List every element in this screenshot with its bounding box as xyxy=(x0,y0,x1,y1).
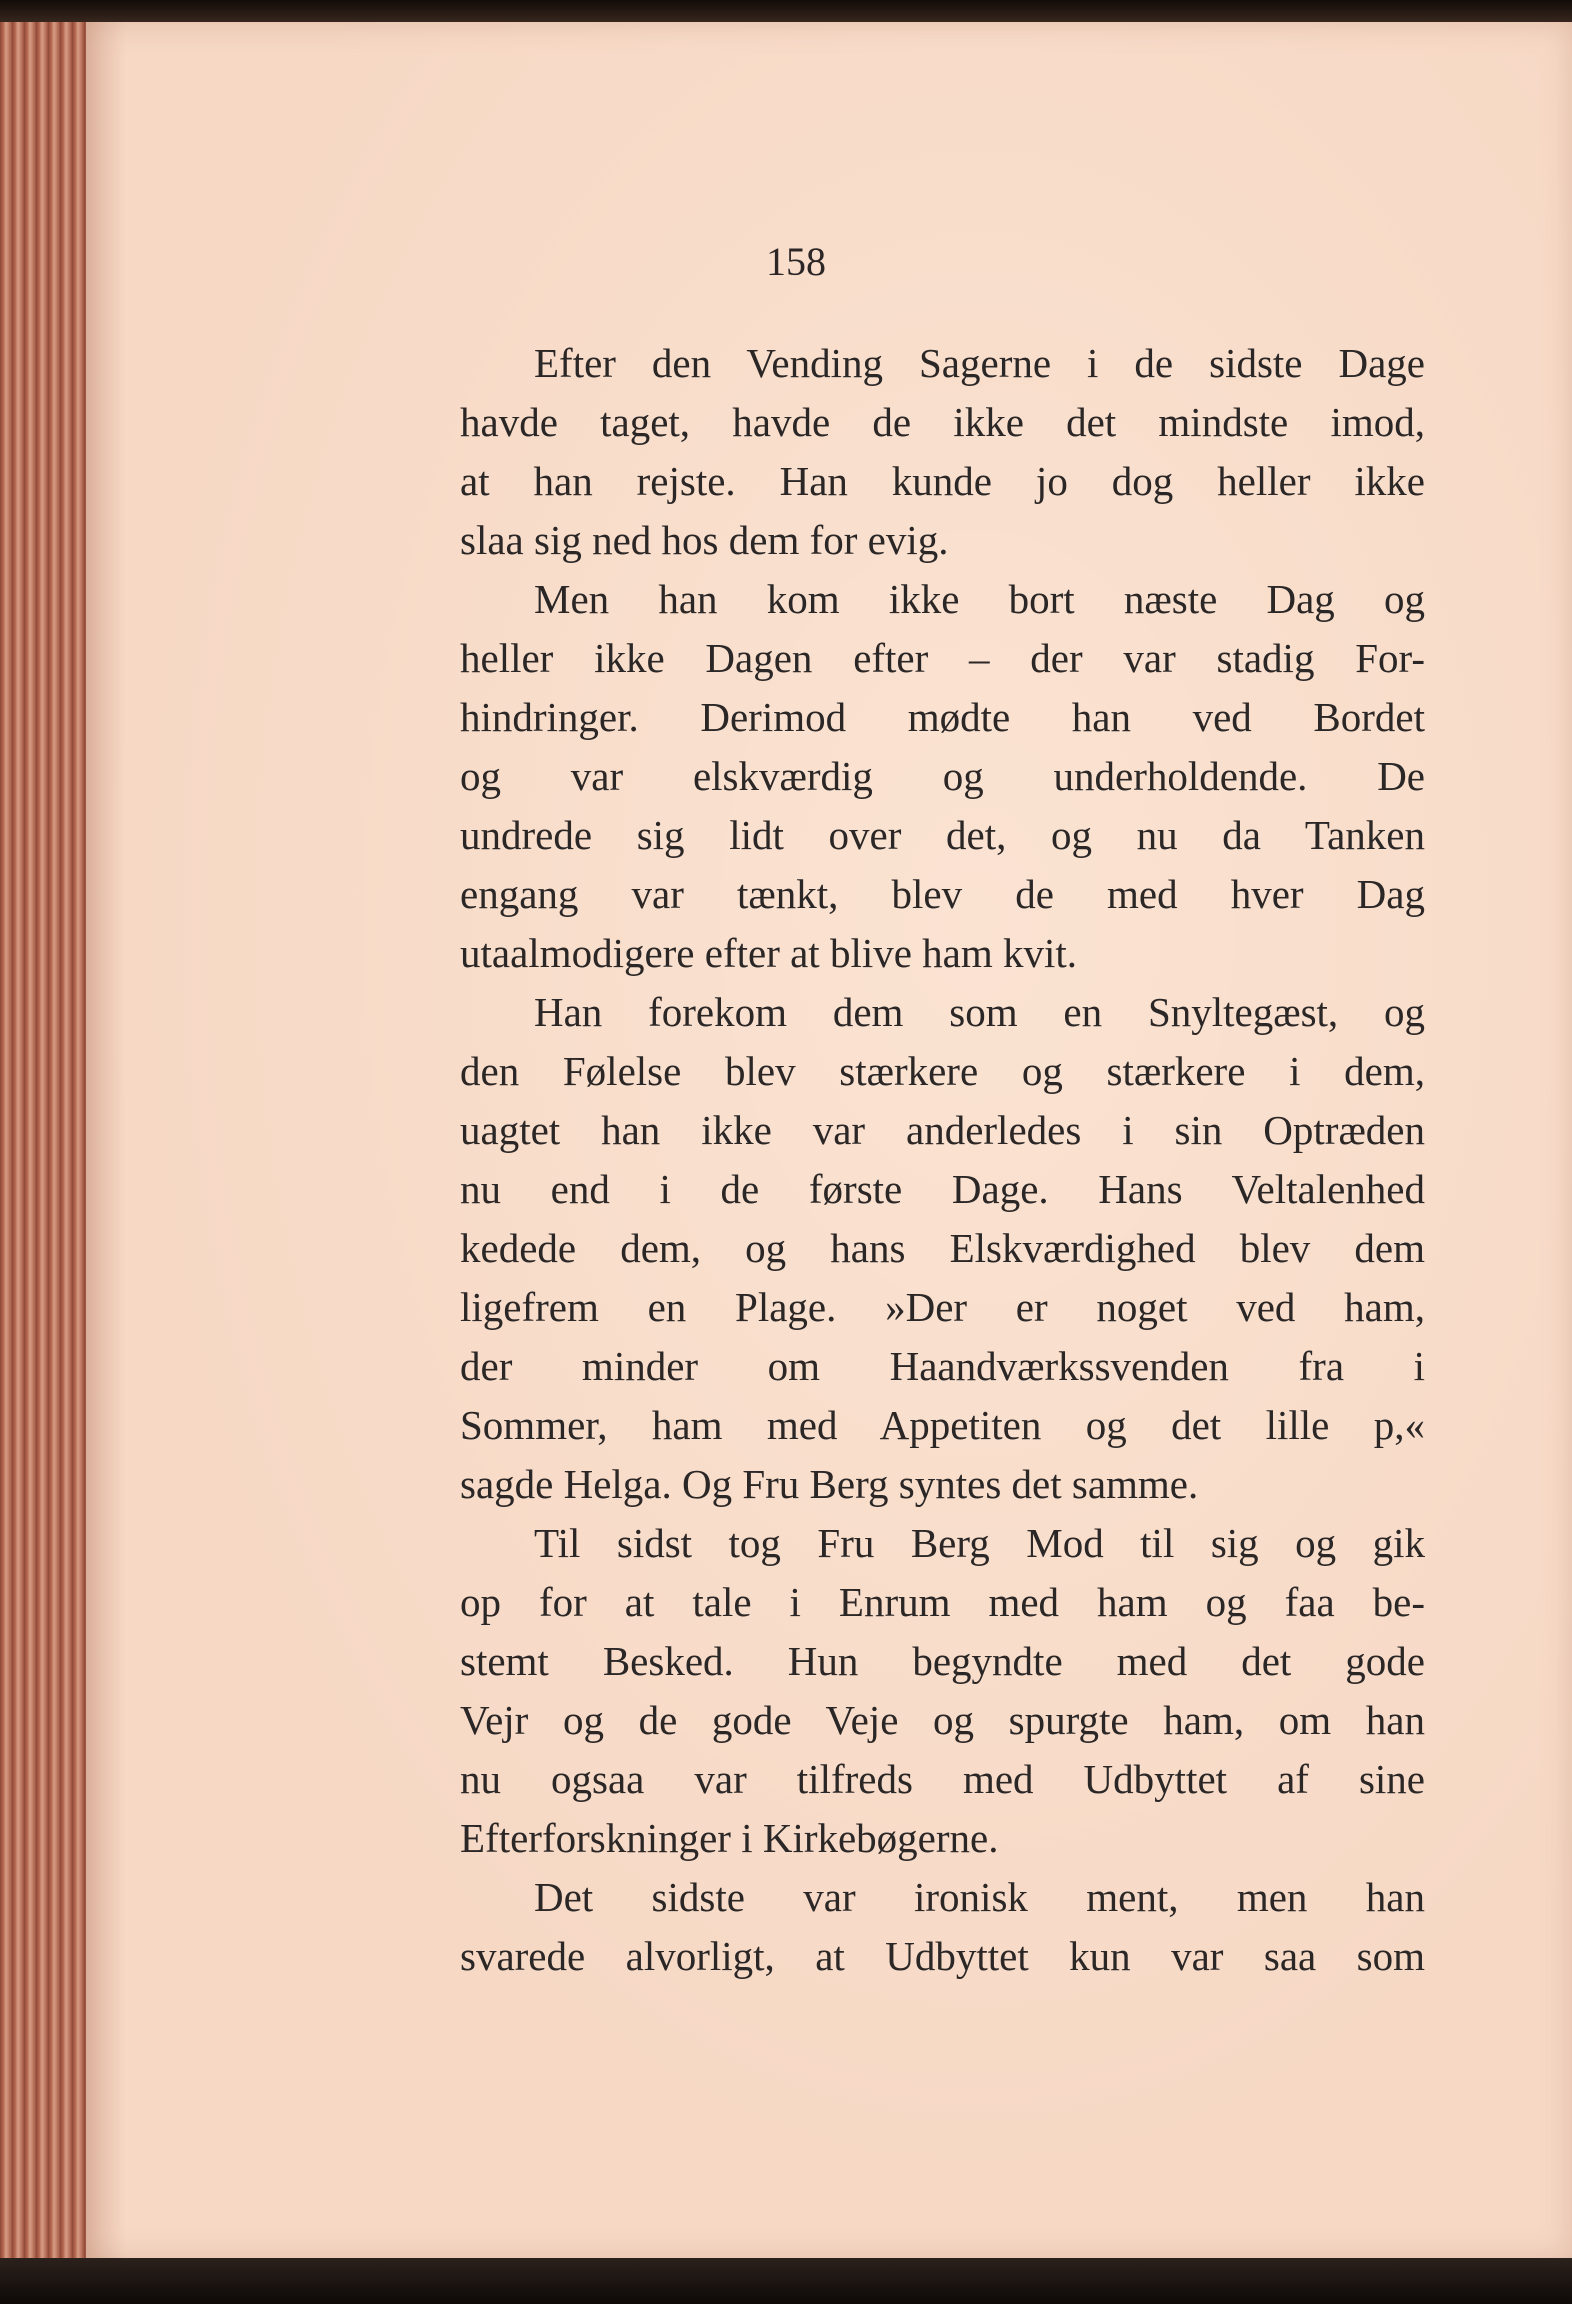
text-line: hindringer. Derimod mødte han ved Bordet xyxy=(460,694,1425,740)
text-line: slaa sig ned hos dem for evig. xyxy=(460,517,949,563)
text-line: at han rejste. Han kunde jo dog heller ikke xyxy=(460,458,1425,504)
paragraph xyxy=(460,334,1425,570)
text-line: nu ogsaa var tilfreds med Udbyttet af sine xyxy=(460,1756,1425,1802)
text-line: Efter den Vending Sagerne i de sidste Dage xyxy=(534,340,1425,386)
text-line: kedede dem, og hans Elskværdighed blev dem xyxy=(460,1225,1425,1271)
text-line: havde taget, havde de ikke det mindste imod, xyxy=(460,399,1425,445)
page-number: 158 xyxy=(766,239,826,284)
text-line: og var elskværdig og underholdende. De xyxy=(460,753,1425,799)
text-line: Det sidste var ironisk ment, men han xyxy=(534,1874,1425,1920)
text-line: utaalmodigere efter at blive ham kvit. xyxy=(460,930,1078,976)
text-line: undrede sig lidt over det, og nu da Tanken xyxy=(460,812,1425,858)
text-line: Vejr og de gode Veje og spurgte ham, om han xyxy=(460,1697,1425,1743)
paragraph xyxy=(460,983,1425,1514)
top-edge xyxy=(0,0,1572,24)
text-line: nu end i de første Dage. Hans Veltalenhed xyxy=(460,1166,1425,1212)
text-line: Han forekom dem som en Snyltegæst, og xyxy=(534,989,1425,1035)
text-line: ligefrem en Plage. »Der er noget ved ham, xyxy=(460,1284,1425,1330)
text-line: Sommer, ham med Appetiten og det lille p,« xyxy=(460,1402,1425,1448)
text-line: Efterforskninger i Kirkebøgerne. xyxy=(460,1815,999,1861)
paragraph xyxy=(460,570,1425,983)
bottom-edge xyxy=(0,2258,1572,2304)
text-line: stemt Besked. Hun begyndte med det gode xyxy=(460,1638,1425,1684)
paragraph xyxy=(460,1514,1425,1868)
text-line: op for at tale i Enrum med ham og faa be- xyxy=(460,1579,1425,1625)
text-line: uagtet han ikke var anderledes i sin Optræden xyxy=(460,1107,1425,1153)
text-line: der minder om Haandværkssvenden fra i xyxy=(460,1343,1425,1389)
text-line: Til sidst tog Fru Berg Mod til sig og gik xyxy=(534,1520,1425,1566)
text-line: Men han kom ikke bort næste Dag og xyxy=(534,576,1425,622)
text-line: den Følelse blev stærkere og stærkere i dem, xyxy=(460,1048,1425,1094)
paragraph xyxy=(460,1868,1425,1986)
body-text xyxy=(460,334,1425,1986)
text-line: engang var tænkt, blev de med hver Dag xyxy=(460,871,1425,917)
text-line: svarede alvorligt, at Udbyttet kun var saa som xyxy=(460,1933,1425,1979)
text-line: heller ikke Dagen efter – der var stadig For- xyxy=(460,635,1425,681)
text-line: sagde Helga. Og Fru Berg syntes det samme. xyxy=(460,1461,1199,1507)
